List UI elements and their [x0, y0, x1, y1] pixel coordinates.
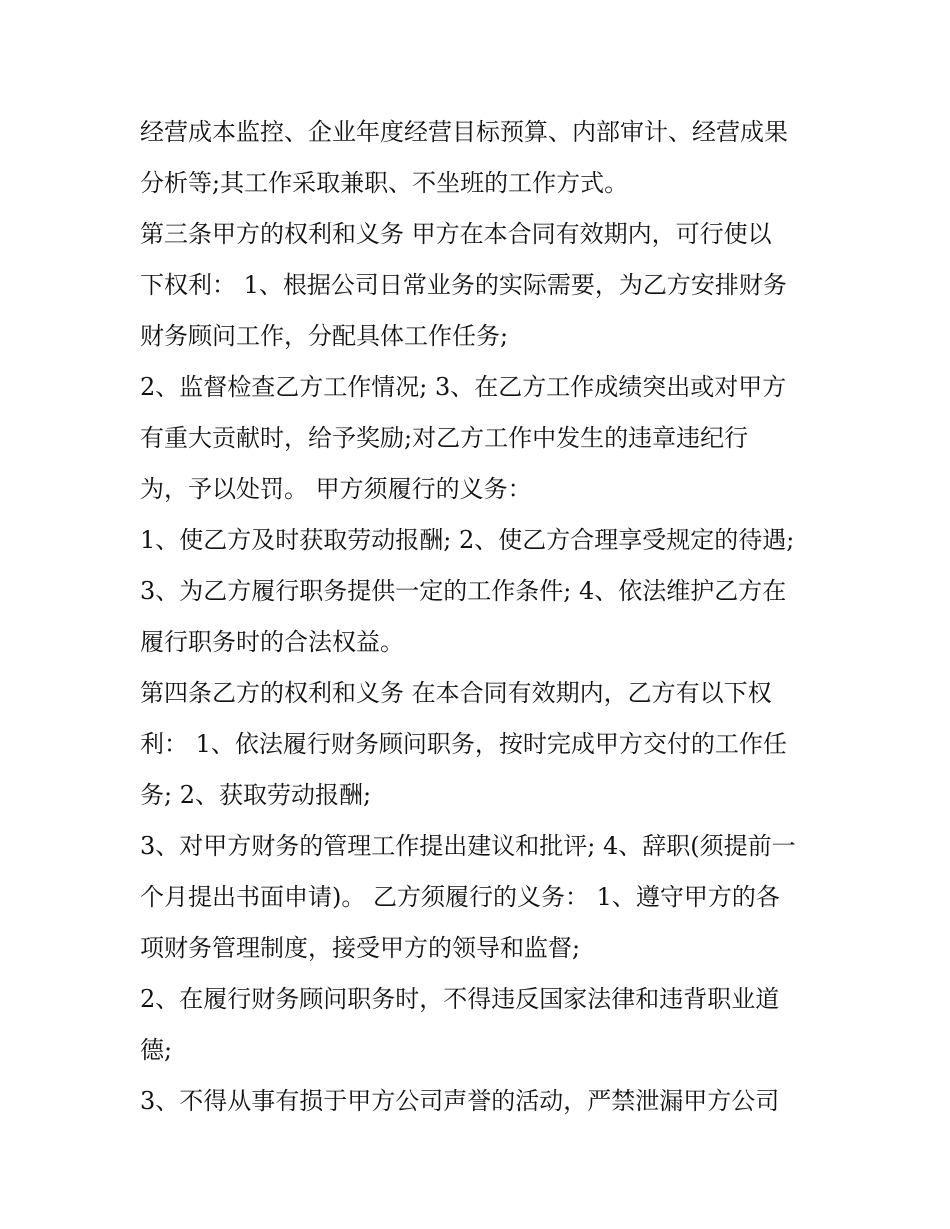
text-line-2: 分析等;其工作采取兼职、不坐班的工作方式。 [140, 169, 629, 197]
text-line-19: 德; [140, 1036, 173, 1064]
text-line-7: 有重大贡献时，给予奖励;对乙方工作中发生的违章违纪行 [140, 424, 749, 452]
text-line-16: 个月提出书面申请)。 乙方须履行的义务： 1、遵守甲方的各 [140, 883, 780, 911]
text-line-8: 为，予以处罚。 甲方须履行的义务： [140, 475, 532, 503]
text-line-18: 2、在履行财务顾问职务时，不得违反国家法律和违背职业道 [140, 985, 780, 1013]
text-line-20: 3、不得从事有损于甲方公司声誉的活动，严禁泄漏甲方公司 [140, 1087, 780, 1115]
text-line-12: 第四条乙方的权利和义务 在本合同有效期内，乙方有以下权 [140, 679, 772, 707]
text-line-14: 务; 2、获取劳动报酬; [140, 781, 372, 809]
contract-text [140, 107, 820, 1127]
text-line-13: 利： 1、依法履行财务顾问职务，按时完成甲方交付的工作任 [140, 730, 787, 758]
text-line-1: 经营成本监控、企业年度经营目标预算、内部审计、经营成果 [140, 118, 788, 146]
text-line-10: 3、为乙方履行职务提供一定的工作条件; 4、依法维护乙方在 [140, 577, 787, 605]
text-line-17: 项财务管理制度，接受甲方的领导和监督; [140, 934, 581, 962]
text-line-15: 3、对甲方财务的管理工作提出建议和批评; 4、辞职(须提前一 [140, 832, 796, 860]
text-line-11: 履行职务时的合法权益。 [140, 628, 404, 656]
text-line-4: 下权利： 1、根据公司日常业务的实际需要，为乙方安排财务 [140, 271, 787, 299]
text-line-5: 财务顾问工作，分配具体工作任务; [140, 322, 509, 350]
text-line-6: 2、监督检查乙方工作情况; 3、在乙方工作成绩突出或对甲方 [140, 373, 787, 401]
text-line-9: 1、使乙方及时获取劳动报酬; 2、使乙方合理享受规定的待遇; [140, 526, 795, 554]
text-line-3: 第三条甲方的权利和义务 甲方在本合同有效期内，可行使以 [140, 220, 772, 248]
